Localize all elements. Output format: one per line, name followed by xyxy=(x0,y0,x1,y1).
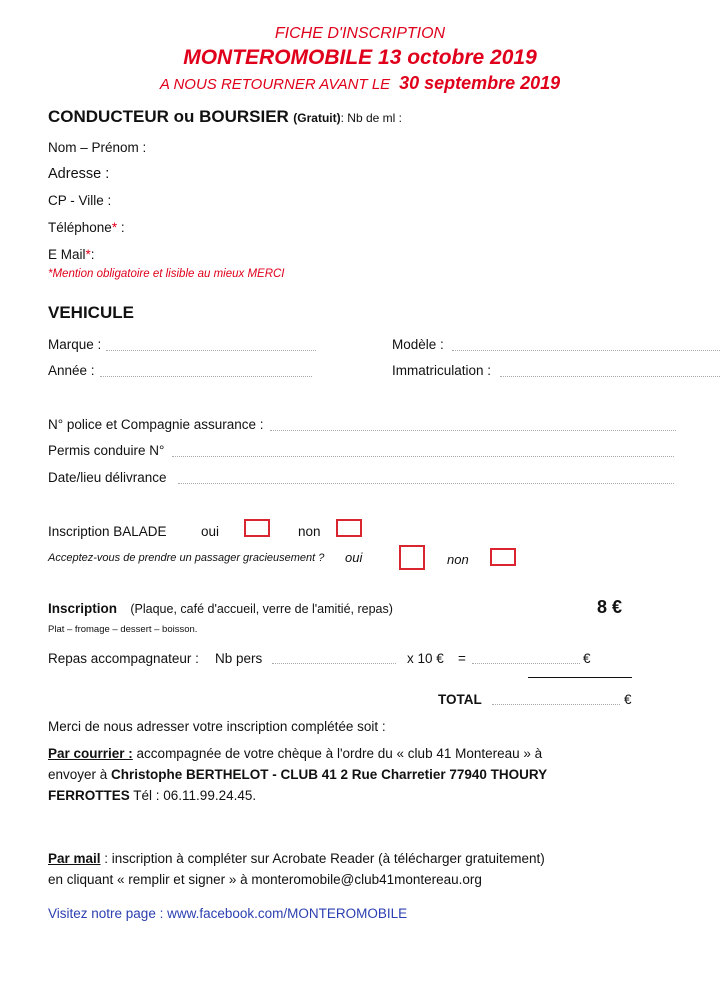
nb-pers-label: Nb pers xyxy=(215,651,263,666)
adresse-field[interactable]: Adresse : xyxy=(48,166,110,182)
telephone-label: Téléphone xyxy=(48,220,112,235)
courrier-text: accompagnée de votre chèque à l'ordre du « club 41 Montereau » à xyxy=(132,746,543,761)
annee-label: Année : xyxy=(48,363,95,378)
date-lieu-label: Date/lieu délivrance xyxy=(48,470,167,485)
courrier-line1 xyxy=(48,746,542,761)
balade-oui-checkbox[interactable] xyxy=(244,519,270,537)
nom-field[interactable]: Nom – Prénom : xyxy=(48,140,147,155)
courrier-text: envoyer à xyxy=(48,767,112,782)
inscription-price: 8 € xyxy=(597,597,623,617)
passager-non-checkbox[interactable] xyxy=(490,548,516,566)
colon: : xyxy=(90,247,95,262)
merci-text: Merci de nous adresser votre inscription complétée soit : xyxy=(48,719,386,734)
address-city: FERROTTES xyxy=(48,788,130,803)
immat-label: Immatriculation : xyxy=(392,363,492,378)
mention-note: *Mention obligatoire et lisible au mieux MERCI xyxy=(48,268,285,280)
police-input[interactable] xyxy=(270,430,676,431)
police-label: N° police et Compagnie assurance : xyxy=(48,417,264,432)
inscription-label: Inscription xyxy=(48,601,118,616)
telephone-field[interactable] xyxy=(48,220,125,235)
marque-input[interactable] xyxy=(106,350,316,351)
mail-line2[interactable]: en cliquant « remplir et signer » à monteromobile@club41montereau.org xyxy=(48,872,482,887)
equals-sign: = xyxy=(458,651,466,666)
balade-non-checkbox[interactable] xyxy=(336,519,362,537)
sum-divider xyxy=(528,677,632,678)
colon: : xyxy=(117,220,125,235)
marque-label: Marque : xyxy=(48,337,102,352)
mail-label: Par mail xyxy=(48,851,101,866)
total-euro: € xyxy=(624,692,632,707)
passager-question: Acceptez-vous de prendre un passager gracieusement ? xyxy=(48,552,325,564)
modele-input[interactable] xyxy=(452,350,720,351)
inscription-detail: (Plaque, café d'accueil, verre de l'amitié, repas) xyxy=(130,602,393,616)
event-title: MONTEROMOBILE 13 octobre 2019 xyxy=(183,46,537,69)
required-asterisk: * xyxy=(85,247,91,262)
immat-input[interactable] xyxy=(500,376,720,377)
gratuit-label: (Gratuit) xyxy=(293,111,341,125)
nb-ml-label: : Nb de ml : xyxy=(340,111,402,125)
permis-label: Permis conduire N° xyxy=(48,443,165,458)
balade-oui-label: oui xyxy=(201,524,220,539)
total-label: TOTAL xyxy=(438,692,482,707)
required-asterisk: * xyxy=(111,220,118,235)
cp-ville-field[interactable]: CP - Ville : xyxy=(48,193,112,208)
conducteur-heading xyxy=(48,107,402,127)
courrier-line3 xyxy=(48,788,256,803)
deadline xyxy=(0,73,720,94)
email-label: E Mail xyxy=(48,247,86,262)
mail-line1 xyxy=(48,851,545,866)
modele-label: Modèle : xyxy=(392,337,444,352)
form-title: FICHE D'INSCRIPTION xyxy=(274,25,446,42)
passager-oui-label: oui xyxy=(345,550,363,565)
balade-label: Inscription BALADE xyxy=(48,524,167,539)
date-lieu-input[interactable] xyxy=(178,483,674,484)
balade-non-label: non xyxy=(298,524,321,539)
address: Christophe BERTHELOT - CLUB 41 2 Rue Charretier 77940 THOURY xyxy=(111,767,548,782)
menu-text: Plat – fromage – dessert – boisson. xyxy=(48,624,198,635)
euro-sign: € xyxy=(583,651,591,666)
deadline-date: 30 septembre 2019 xyxy=(399,73,561,93)
permis-input[interactable] xyxy=(172,456,674,457)
facebook-link[interactable]: Visitez notre page : www.facebook.com/MONTEROMOBILE xyxy=(48,906,408,921)
annee-input[interactable] xyxy=(100,376,312,377)
total-input[interactable] xyxy=(492,704,620,705)
courrier-line2 xyxy=(48,767,547,782)
repas-total-input[interactable] xyxy=(472,663,580,664)
phone: Tél : 06.11.99.24.45. xyxy=(129,788,257,803)
inscription-line xyxy=(48,600,393,618)
email-field[interactable] xyxy=(48,247,95,262)
section-title: CONDUCTEUR ou BOURSIER xyxy=(48,107,289,126)
vehicule-heading: VEHICULE xyxy=(48,303,134,322)
passager-oui-checkbox[interactable] xyxy=(399,545,425,570)
deadline-prefix: A NOUS RETOURNER AVANT LE xyxy=(159,76,391,93)
nb-pers-input[interactable] xyxy=(272,663,396,664)
courrier-label: Par courrier : xyxy=(48,746,133,761)
mail-text: : inscription à compléter sur Acrobate Reader (à télécharger gratuitement) xyxy=(100,851,545,866)
repas-label: Repas accompagnateur : xyxy=(48,651,199,666)
passager-non-label: non xyxy=(447,552,469,567)
x10-label: x 10 € xyxy=(407,651,444,666)
